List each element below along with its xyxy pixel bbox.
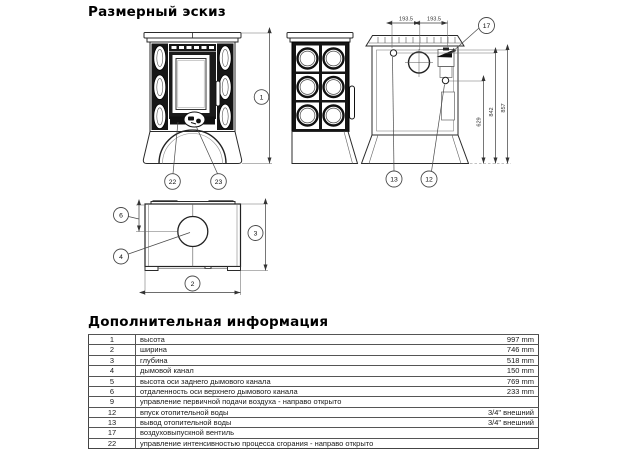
door-handle bbox=[216, 81, 220, 106]
table-row bbox=[89, 397, 539, 407]
rear-view bbox=[362, 17, 512, 188]
side-base bbox=[292, 132, 358, 164]
row-value: 746 mm bbox=[452, 345, 539, 355]
water-outlet-fitting bbox=[390, 50, 396, 56]
row-number: 4 bbox=[89, 366, 136, 376]
callout-4 bbox=[114, 249, 129, 264]
callout-2 bbox=[185, 276, 200, 291]
row-description: впуск отопительной воды bbox=[136, 407, 453, 417]
table-row bbox=[89, 386, 539, 396]
callout-3-label: 3 bbox=[253, 230, 258, 238]
row-value: 150 mm bbox=[452, 366, 539, 376]
callout-12-label: 12 bbox=[425, 176, 433, 184]
water-inlet-fitting bbox=[442, 77, 448, 83]
info-table bbox=[88, 334, 539, 449]
row-value: 3/4" внешний bbox=[452, 418, 539, 428]
row-description: ширина bbox=[136, 345, 453, 355]
additional-info-section bbox=[88, 314, 539, 449]
door-glass bbox=[176, 59, 206, 110]
row-value bbox=[452, 438, 539, 448]
row-description: управление первичной подачи воздуха - направо открыто bbox=[136, 397, 453, 407]
callout-22 bbox=[165, 174, 181, 190]
row-value bbox=[452, 428, 539, 438]
row-value: 518 mm bbox=[452, 355, 539, 365]
dim-label-1935-left: 193.5 bbox=[399, 16, 413, 23]
callout-22-label: 22 bbox=[168, 178, 177, 186]
row-description: высота оси заднего дымового канала bbox=[136, 376, 453, 386]
dim-label-857: 857 bbox=[501, 103, 507, 113]
row-number: 13 bbox=[89, 418, 136, 428]
row-number: 5 bbox=[89, 376, 136, 386]
dim-label-1935-right: 193.5 bbox=[427, 16, 441, 23]
table-row bbox=[89, 428, 539, 438]
dim-label-842: 842 bbox=[489, 107, 495, 117]
row-number: 1 bbox=[89, 335, 136, 345]
row-description: воздуховыпускной вентиль bbox=[136, 428, 453, 438]
callout-1 bbox=[254, 90, 269, 105]
row-number: 22 bbox=[89, 438, 136, 448]
row-value: 3/4" внешний bbox=[452, 407, 539, 417]
table-row bbox=[89, 376, 539, 386]
callout-6-label: 6 bbox=[119, 212, 123, 220]
table-row bbox=[89, 407, 539, 417]
row-number: 2 bbox=[89, 345, 136, 355]
row-value: 997 mm bbox=[452, 335, 539, 345]
row-description: высота bbox=[136, 335, 453, 345]
callout-3 bbox=[248, 226, 263, 241]
row-description: отдаленность оси верхнего дымового канала bbox=[136, 386, 453, 396]
row-number: 6 bbox=[89, 386, 136, 396]
row-value bbox=[452, 397, 539, 407]
row-description: вывод отопительной воды bbox=[136, 418, 453, 428]
row-number: 12 bbox=[89, 407, 136, 417]
rear-top-plate bbox=[366, 36, 464, 47]
row-value: 233 mm bbox=[452, 386, 539, 396]
table-row bbox=[89, 438, 539, 448]
stove-base bbox=[143, 132, 241, 164]
callout-6 bbox=[114, 208, 129, 223]
dim-label-629: 629 bbox=[476, 117, 483, 127]
air-control-knob bbox=[184, 112, 205, 127]
callout-23 bbox=[211, 174, 227, 190]
table-row bbox=[89, 366, 539, 376]
top-smoke-outlet bbox=[178, 217, 208, 247]
page-title: Размерный эскиз bbox=[88, 4, 226, 20]
row-number: 9 bbox=[89, 397, 136, 407]
row-description: управление интенсивностью процесса сгорания - направо открыто bbox=[136, 438, 453, 448]
callout-17-label: 17 bbox=[482, 22, 491, 30]
callout-13-label: 13 bbox=[390, 176, 398, 184]
row-number: 17 bbox=[89, 428, 136, 438]
callout-17 bbox=[479, 18, 495, 34]
callout-1-label: 1 bbox=[259, 94, 264, 102]
row-number: 3 bbox=[89, 355, 136, 365]
callout-4-label: 4 bbox=[119, 253, 123, 261]
table-row bbox=[89, 335, 539, 345]
callout-12 bbox=[421, 171, 437, 187]
row-value: 769 mm bbox=[452, 376, 539, 386]
side-door-handle bbox=[350, 86, 355, 119]
table-row bbox=[89, 345, 539, 355]
table-row bbox=[89, 355, 539, 365]
front-view bbox=[143, 33, 272, 190]
row-description: глубина bbox=[136, 355, 453, 365]
callout-23-label: 23 bbox=[214, 178, 223, 186]
callout-2-label: 2 bbox=[190, 280, 195, 288]
side-view bbox=[287, 33, 358, 164]
top-view bbox=[114, 201, 269, 295]
rear-base bbox=[362, 135, 469, 164]
table-row bbox=[89, 418, 539, 428]
row-description: дымовой канал bbox=[136, 366, 453, 376]
callout-13 bbox=[386, 171, 402, 187]
section-title: Дополнительная информация bbox=[88, 314, 329, 330]
